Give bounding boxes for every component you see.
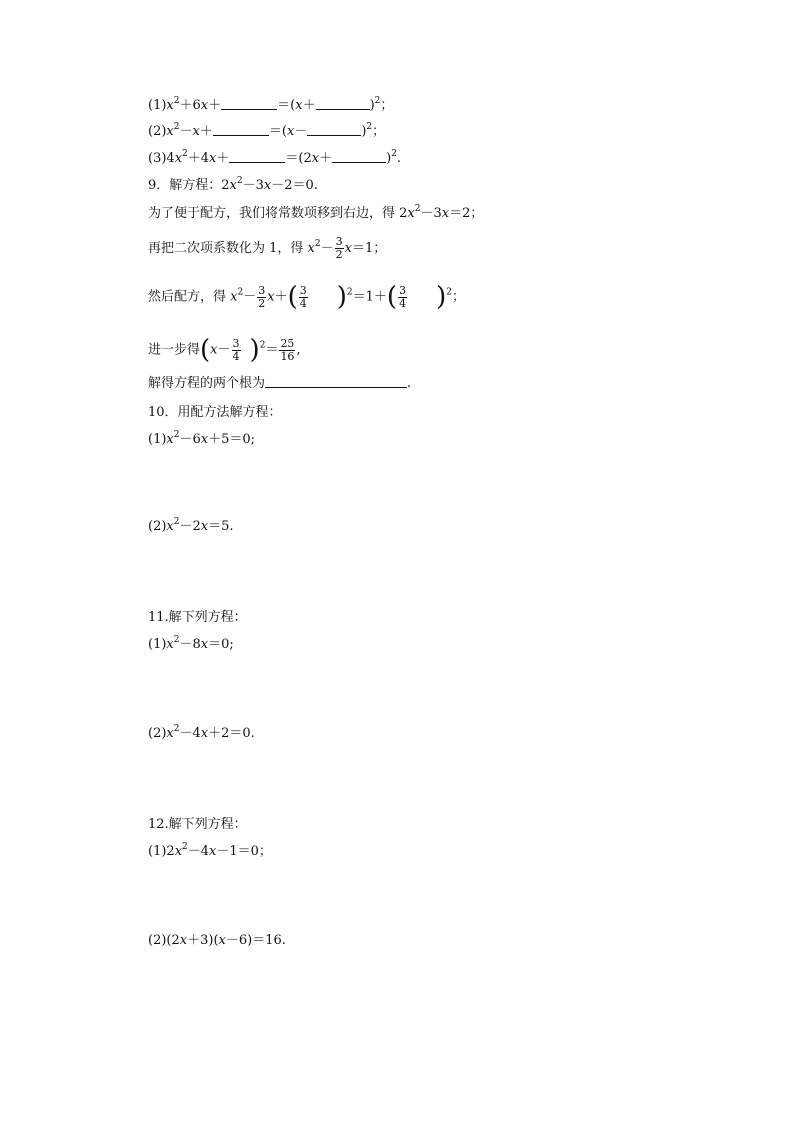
var: x bbox=[166, 98, 174, 113]
text: 进一步得 bbox=[148, 342, 201, 358]
q9-step-2 bbox=[148, 236, 386, 261]
q8-part-2 bbox=[148, 123, 385, 141]
text: ) bbox=[386, 151, 392, 166]
fraction bbox=[335, 236, 344, 261]
part-tag: (1)2 bbox=[148, 844, 175, 859]
exponent: 2 bbox=[173, 430, 180, 440]
text: 解得方程的两个根为 bbox=[148, 376, 266, 391]
var: x bbox=[209, 151, 217, 166]
var: x bbox=[229, 178, 237, 193]
q11-part-2 bbox=[148, 725, 255, 743]
text: －4 bbox=[187, 844, 210, 859]
var: x bbox=[200, 98, 209, 113]
left-paren: ( bbox=[386, 282, 398, 312]
text: 为了便于配方，我们将常数项移到右边，得 2 bbox=[148, 206, 408, 221]
exponent: 2 bbox=[259, 340, 266, 351]
text: － bbox=[217, 342, 231, 358]
fill-blank-5[interactable] bbox=[229, 150, 285, 163]
text: －1＝0； bbox=[216, 844, 272, 859]
text: ； bbox=[451, 289, 465, 305]
part-tag: (1) bbox=[148, 637, 167, 652]
fraction bbox=[232, 338, 241, 363]
exponent: 2 bbox=[414, 204, 421, 214]
q9-step-3 bbox=[148, 284, 465, 310]
text: ＋ bbox=[199, 124, 213, 139]
text: ) bbox=[361, 124, 367, 139]
var: x bbox=[174, 844, 183, 859]
fill-blank-6[interactable] bbox=[332, 150, 386, 163]
text: －3 bbox=[242, 178, 264, 193]
var: x bbox=[311, 151, 320, 166]
text: － bbox=[179, 124, 193, 139]
part-tag: (2) bbox=[148, 726, 167, 741]
text: ＝(2 bbox=[285, 151, 312, 166]
text: ＝( bbox=[268, 124, 287, 139]
text: ＝5. bbox=[208, 519, 234, 534]
fraction bbox=[279, 338, 295, 363]
exponent: 2 bbox=[173, 96, 180, 106]
exponent: 2 bbox=[346, 287, 353, 298]
part-tag: (2) bbox=[148, 519, 167, 534]
exponent: 2 bbox=[374, 96, 381, 106]
fill-blank-roots[interactable] bbox=[265, 375, 407, 388]
var: x bbox=[166, 637, 174, 652]
numerator: 3 bbox=[335, 235, 343, 248]
q9-heading bbox=[148, 177, 318, 195]
q9-step-4 bbox=[148, 337, 301, 363]
part-tag: (1) bbox=[148, 98, 167, 113]
text: ＝( bbox=[277, 98, 296, 113]
text: ＝1； bbox=[351, 241, 387, 256]
exponent: 2 bbox=[314, 239, 321, 249]
text: －2＝0. bbox=[271, 178, 318, 193]
right-paren: ) bbox=[436, 282, 447, 312]
denominator: 2 bbox=[335, 248, 343, 261]
text: ＝0; bbox=[208, 637, 234, 652]
exponent: 2 bbox=[236, 176, 243, 186]
denominator: 4 bbox=[399, 296, 407, 310]
text: ＝ bbox=[265, 342, 279, 358]
text: ＋ bbox=[319, 151, 333, 166]
q12-heading: 12.解下列方程： bbox=[148, 817, 247, 832]
text: －4 bbox=[179, 726, 201, 741]
fraction bbox=[299, 285, 308, 310]
var: x bbox=[295, 98, 303, 113]
exponent: 2 bbox=[391, 149, 397, 159]
left-paren: ( bbox=[200, 335, 211, 365]
var: x bbox=[230, 289, 238, 305]
q11-heading: 11.解下列方程： bbox=[148, 610, 247, 625]
text: － bbox=[320, 241, 334, 256]
text: ) bbox=[369, 98, 375, 113]
q8-part-3 bbox=[148, 150, 401, 168]
var: x bbox=[166, 726, 174, 741]
exponent: 2 bbox=[366, 122, 373, 132]
text: －6)＝16. bbox=[225, 933, 286, 948]
part-tag: (3)4 bbox=[148, 151, 175, 166]
q9-step-1 bbox=[148, 205, 483, 223]
text: ； bbox=[380, 98, 394, 113]
text: 再把二次项系数化为 1，得 bbox=[148, 241, 308, 256]
text: ＋5＝0; bbox=[208, 432, 256, 447]
var: x bbox=[267, 289, 275, 305]
text: －8 bbox=[179, 637, 201, 652]
part-tag: (1) bbox=[148, 432, 167, 447]
text: ＋ bbox=[208, 98, 222, 113]
part-tag: (2)(2 bbox=[148, 933, 180, 948]
exponent: 2 bbox=[182, 149, 188, 159]
var: x bbox=[174, 151, 183, 166]
text: ＋4 bbox=[187, 151, 210, 166]
var: x bbox=[407, 206, 415, 221]
text: －6 bbox=[179, 432, 201, 447]
fill-blank-2[interactable] bbox=[316, 97, 370, 110]
part-tag: (2) bbox=[148, 124, 167, 139]
exponent: 2 bbox=[173, 122, 180, 132]
text: . bbox=[407, 376, 412, 391]
var: x bbox=[210, 342, 218, 358]
q12-part-1 bbox=[148, 843, 272, 861]
q9-step-5 bbox=[148, 375, 411, 393]
q12-part-2 bbox=[148, 932, 286, 950]
numerator: 3 bbox=[258, 283, 266, 297]
fill-blank-4[interactable] bbox=[307, 123, 361, 136]
var: x bbox=[166, 519, 174, 534]
text: ＋6 bbox=[179, 98, 201, 113]
text: － bbox=[243, 289, 257, 305]
var: x bbox=[307, 241, 315, 256]
denominator: 4 bbox=[232, 349, 240, 363]
fill-blank-1[interactable] bbox=[221, 97, 277, 110]
var: x bbox=[218, 933, 226, 948]
q10-part-1 bbox=[148, 431, 255, 449]
denominator: 4 bbox=[299, 296, 307, 310]
var: x bbox=[286, 124, 295, 139]
text: ＋3)( bbox=[187, 933, 219, 948]
var: x bbox=[200, 432, 209, 447]
text: 然后配方，得 bbox=[148, 289, 231, 305]
text: ＋2＝0. bbox=[208, 726, 255, 741]
q11-part-1 bbox=[148, 636, 234, 654]
numerator: 3 bbox=[299, 283, 307, 297]
text: 9．解方程：2 bbox=[148, 178, 230, 193]
var: x bbox=[209, 844, 217, 859]
var: x bbox=[200, 726, 209, 741]
exponent: 2 bbox=[446, 287, 452, 298]
q10-part-2 bbox=[148, 518, 234, 536]
numerator: 3 bbox=[399, 283, 407, 297]
text: ； bbox=[372, 124, 386, 139]
fraction bbox=[257, 285, 266, 310]
fill-blank-3[interactable] bbox=[213, 123, 269, 136]
right-paren: ) bbox=[336, 282, 347, 312]
var: x bbox=[192, 124, 200, 139]
text: －2 bbox=[179, 519, 201, 534]
var: x bbox=[344, 241, 352, 256]
text: －3 bbox=[420, 206, 442, 221]
var: x bbox=[166, 124, 174, 139]
var: x bbox=[166, 432, 174, 447]
var: x bbox=[441, 206, 450, 221]
exponent: 2 bbox=[182, 842, 188, 852]
exponent: 2 bbox=[173, 517, 180, 527]
numerator: 3 bbox=[232, 336, 240, 350]
var: x bbox=[200, 637, 209, 652]
text: ＝1＋ bbox=[352, 289, 387, 305]
exponent: 2 bbox=[237, 287, 244, 298]
denominator: 16 bbox=[280, 349, 295, 363]
denominator: 2 bbox=[258, 296, 266, 310]
var: x bbox=[200, 519, 209, 534]
text: ＋ bbox=[274, 289, 288, 305]
q10-heading: 10．用配方法解方程： bbox=[148, 405, 282, 420]
var: x bbox=[263, 178, 272, 193]
q8-part-1 bbox=[148, 97, 393, 115]
exponent: 2 bbox=[173, 635, 180, 645]
exponent: 2 bbox=[173, 724, 180, 734]
var: x bbox=[179, 933, 188, 948]
text: ＋ bbox=[302, 98, 316, 113]
text: ＝2； bbox=[449, 206, 484, 221]
text: , bbox=[296, 342, 301, 358]
text: － bbox=[294, 124, 308, 139]
text: . bbox=[396, 151, 402, 166]
fraction bbox=[398, 285, 407, 310]
left-paren: ( bbox=[287, 282, 298, 312]
right-paren: ) bbox=[249, 335, 260, 365]
numerator: 25 bbox=[280, 336, 295, 350]
text: ＋ bbox=[216, 151, 230, 166]
